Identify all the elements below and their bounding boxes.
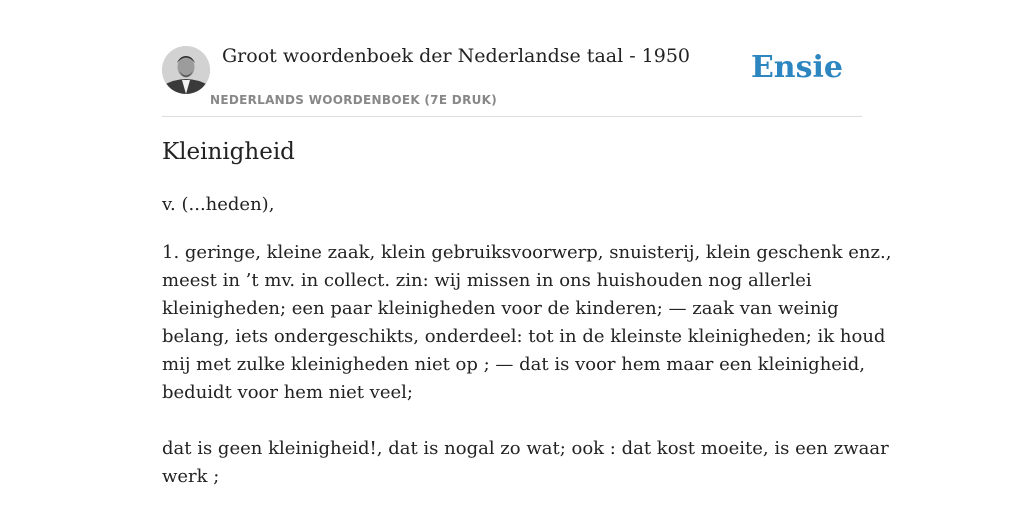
definition-line: belang, iets ondergeschikts, onderdeel: tot in de kleinste kleinigheden; ik houd (162, 326, 886, 347)
entry-grammar: v. (...heden), (162, 194, 275, 215)
source-title[interactable]: Groot woordenboek der Nederlandse taal - 1950 (222, 45, 691, 67)
entry-title: Kleinigheid (162, 139, 295, 165)
definition-line: beduidt voor hem niet veel; (162, 382, 413, 403)
source-subtitle: NEDERLANDS WOORDENBOEK (7E DRUK) (210, 93, 498, 107)
definition-line: kleinigheden; een paar kleinigheden voor de kinderen; — zaak van weinig (162, 298, 839, 319)
definition-line: mij met zulke kleinigheden niet op ; — dat is voor hem maar een kleinigheid, (162, 354, 865, 375)
source-header (162, 0, 862, 117)
author-portrait-icon[interactable] (162, 46, 210, 94)
entry-definition (162, 239, 892, 491)
paragraph-gap (162, 407, 862, 435)
ensie-logo[interactable]: Ensie (750, 50, 843, 85)
definition-line: dat is geen kleinigheid!, dat is nogal zo wat; ook : dat kost moeite, is een zwaar (162, 438, 889, 459)
definition-line: meest in ’t mv. in collect. zin: wij missen in ons huishouden nog allerlei (162, 270, 812, 291)
definition-line: werk ; (162, 466, 220, 487)
author-portrait-graphic (162, 46, 210, 94)
definition-line: 1. geringe, kleine zaak, klein gebruiksvoorwerp, snuisterij, klein geschenk enz., (162, 242, 892, 263)
